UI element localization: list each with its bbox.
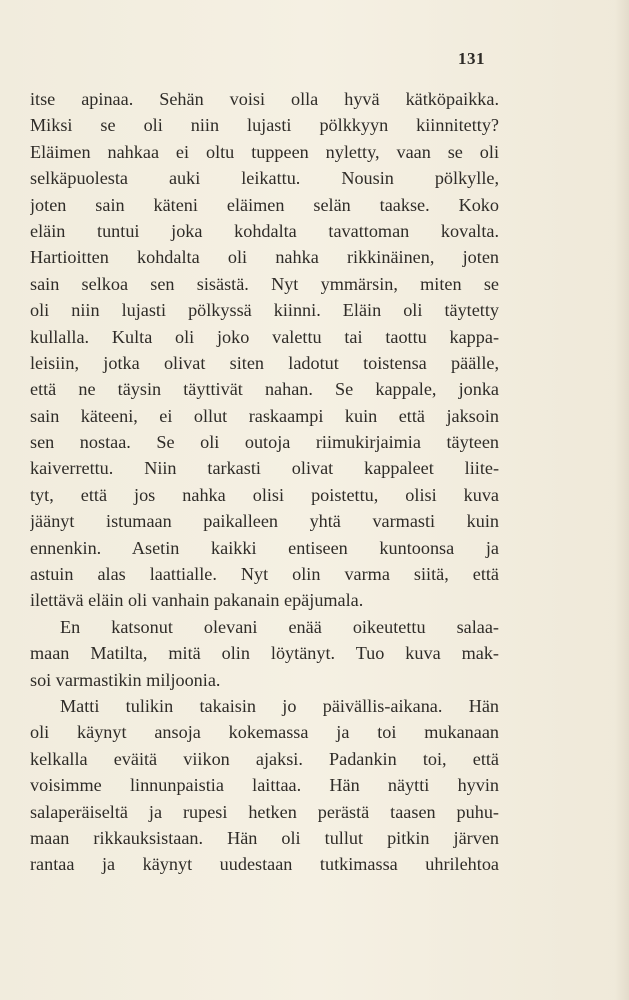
text-line: leisiin, jotka olivat siten ladotut toistensa päälle, bbox=[30, 352, 499, 373]
text-line: itse apinaa. Sehän voisi olla hyvä kätköpaikka. bbox=[30, 89, 499, 109]
text-line: ennenkin. Asetin kaikki entiseen kuntoonsa ja bbox=[30, 537, 499, 558]
text-line: oli niin lujasti pölkyssä kiinni. Eläin oli täytetty bbox=[30, 300, 499, 321]
text-line: astuin alas laattialle. Nyt olin varma siitä, että bbox=[30, 564, 499, 585]
text-line: Miksi se oli niin lujasti pölkkyyn kiinnitetty? bbox=[30, 115, 499, 136]
text-line: sain käteeni, ei ollut raskaampi kuin että jaksoin bbox=[30, 405, 499, 426]
text-line: sain selkoa sen sisästä. Nyt ymmärsin, miten se bbox=[30, 273, 499, 294]
text-line: joten sain käteni eläimen selän taakse. Koko bbox=[30, 194, 499, 215]
text-line: Eläimen nahkaa ei oltu tuppeen nyletty, vaan se oli bbox=[30, 141, 499, 162]
page-number: 131 bbox=[458, 49, 485, 68]
text-line: soi varmastikin miljoonia. bbox=[30, 669, 221, 690]
text-line: selkäpuolesta auki leikattu. Nousin pölkylle, bbox=[30, 168, 499, 189]
text-line: jäänyt istumaan paikalleen yhtä varmasti kuin bbox=[30, 511, 499, 532]
text-line: voisimme linnunpaistia laittaa. Hän näytti hyvin bbox=[30, 775, 499, 796]
text-line: En katsonut olevani enää oikeutettu salaa- bbox=[60, 616, 499, 637]
text-line: kelkalla eväitä viikon ajaksi. Padankin toi, että bbox=[30, 748, 499, 769]
text-line: rantaa ja käynyt uudestaan tutkimassa uhrilehtoa bbox=[30, 854, 499, 875]
text-line: kullalla. Kulta oli joko valettu tai taottu kappa- bbox=[30, 326, 499, 347]
text-line: kaiverrettu. Niin tarkasti olivat kappaleet liite- bbox=[30, 458, 499, 479]
page-edge-shadow bbox=[615, 0, 629, 1000]
text-line: salaperäiseltä ja rupesi hetken perästä taasen puhu- bbox=[30, 801, 499, 822]
text-line: maan rikkauksistaan. Hän oli tullut pitkin järven bbox=[30, 827, 499, 848]
text-line: Matti tulikin takaisin jo päivällis-aikana. Hän bbox=[60, 695, 499, 716]
body-text bbox=[30, 86, 499, 878]
text-line: eläin tuntui joka kohdalta tavattoman kovalta. bbox=[30, 220, 499, 241]
text-line: sen nostaa. Se oli outoja riimukirjaimia täyteen bbox=[30, 432, 499, 453]
text-line: oli käynyt ansoja kokemassa ja toi mukanaan bbox=[30, 722, 499, 743]
text-line: tyt, että jos nahka olisi poistettu, olisi kuva bbox=[30, 484, 499, 505]
text-line: ilettävä eläin oli vanhain pakanain epäjumala. bbox=[30, 590, 364, 611]
text-line: maan Matilta, mitä olin löytänyt. Tuo kuva mak- bbox=[30, 643, 499, 664]
text-line: Hartioitten kohdalta oli nahka rikkinäinen, joten bbox=[30, 247, 499, 268]
text-line: että ne täysin täyttivät nahan. Se kappale, jonka bbox=[30, 379, 499, 400]
